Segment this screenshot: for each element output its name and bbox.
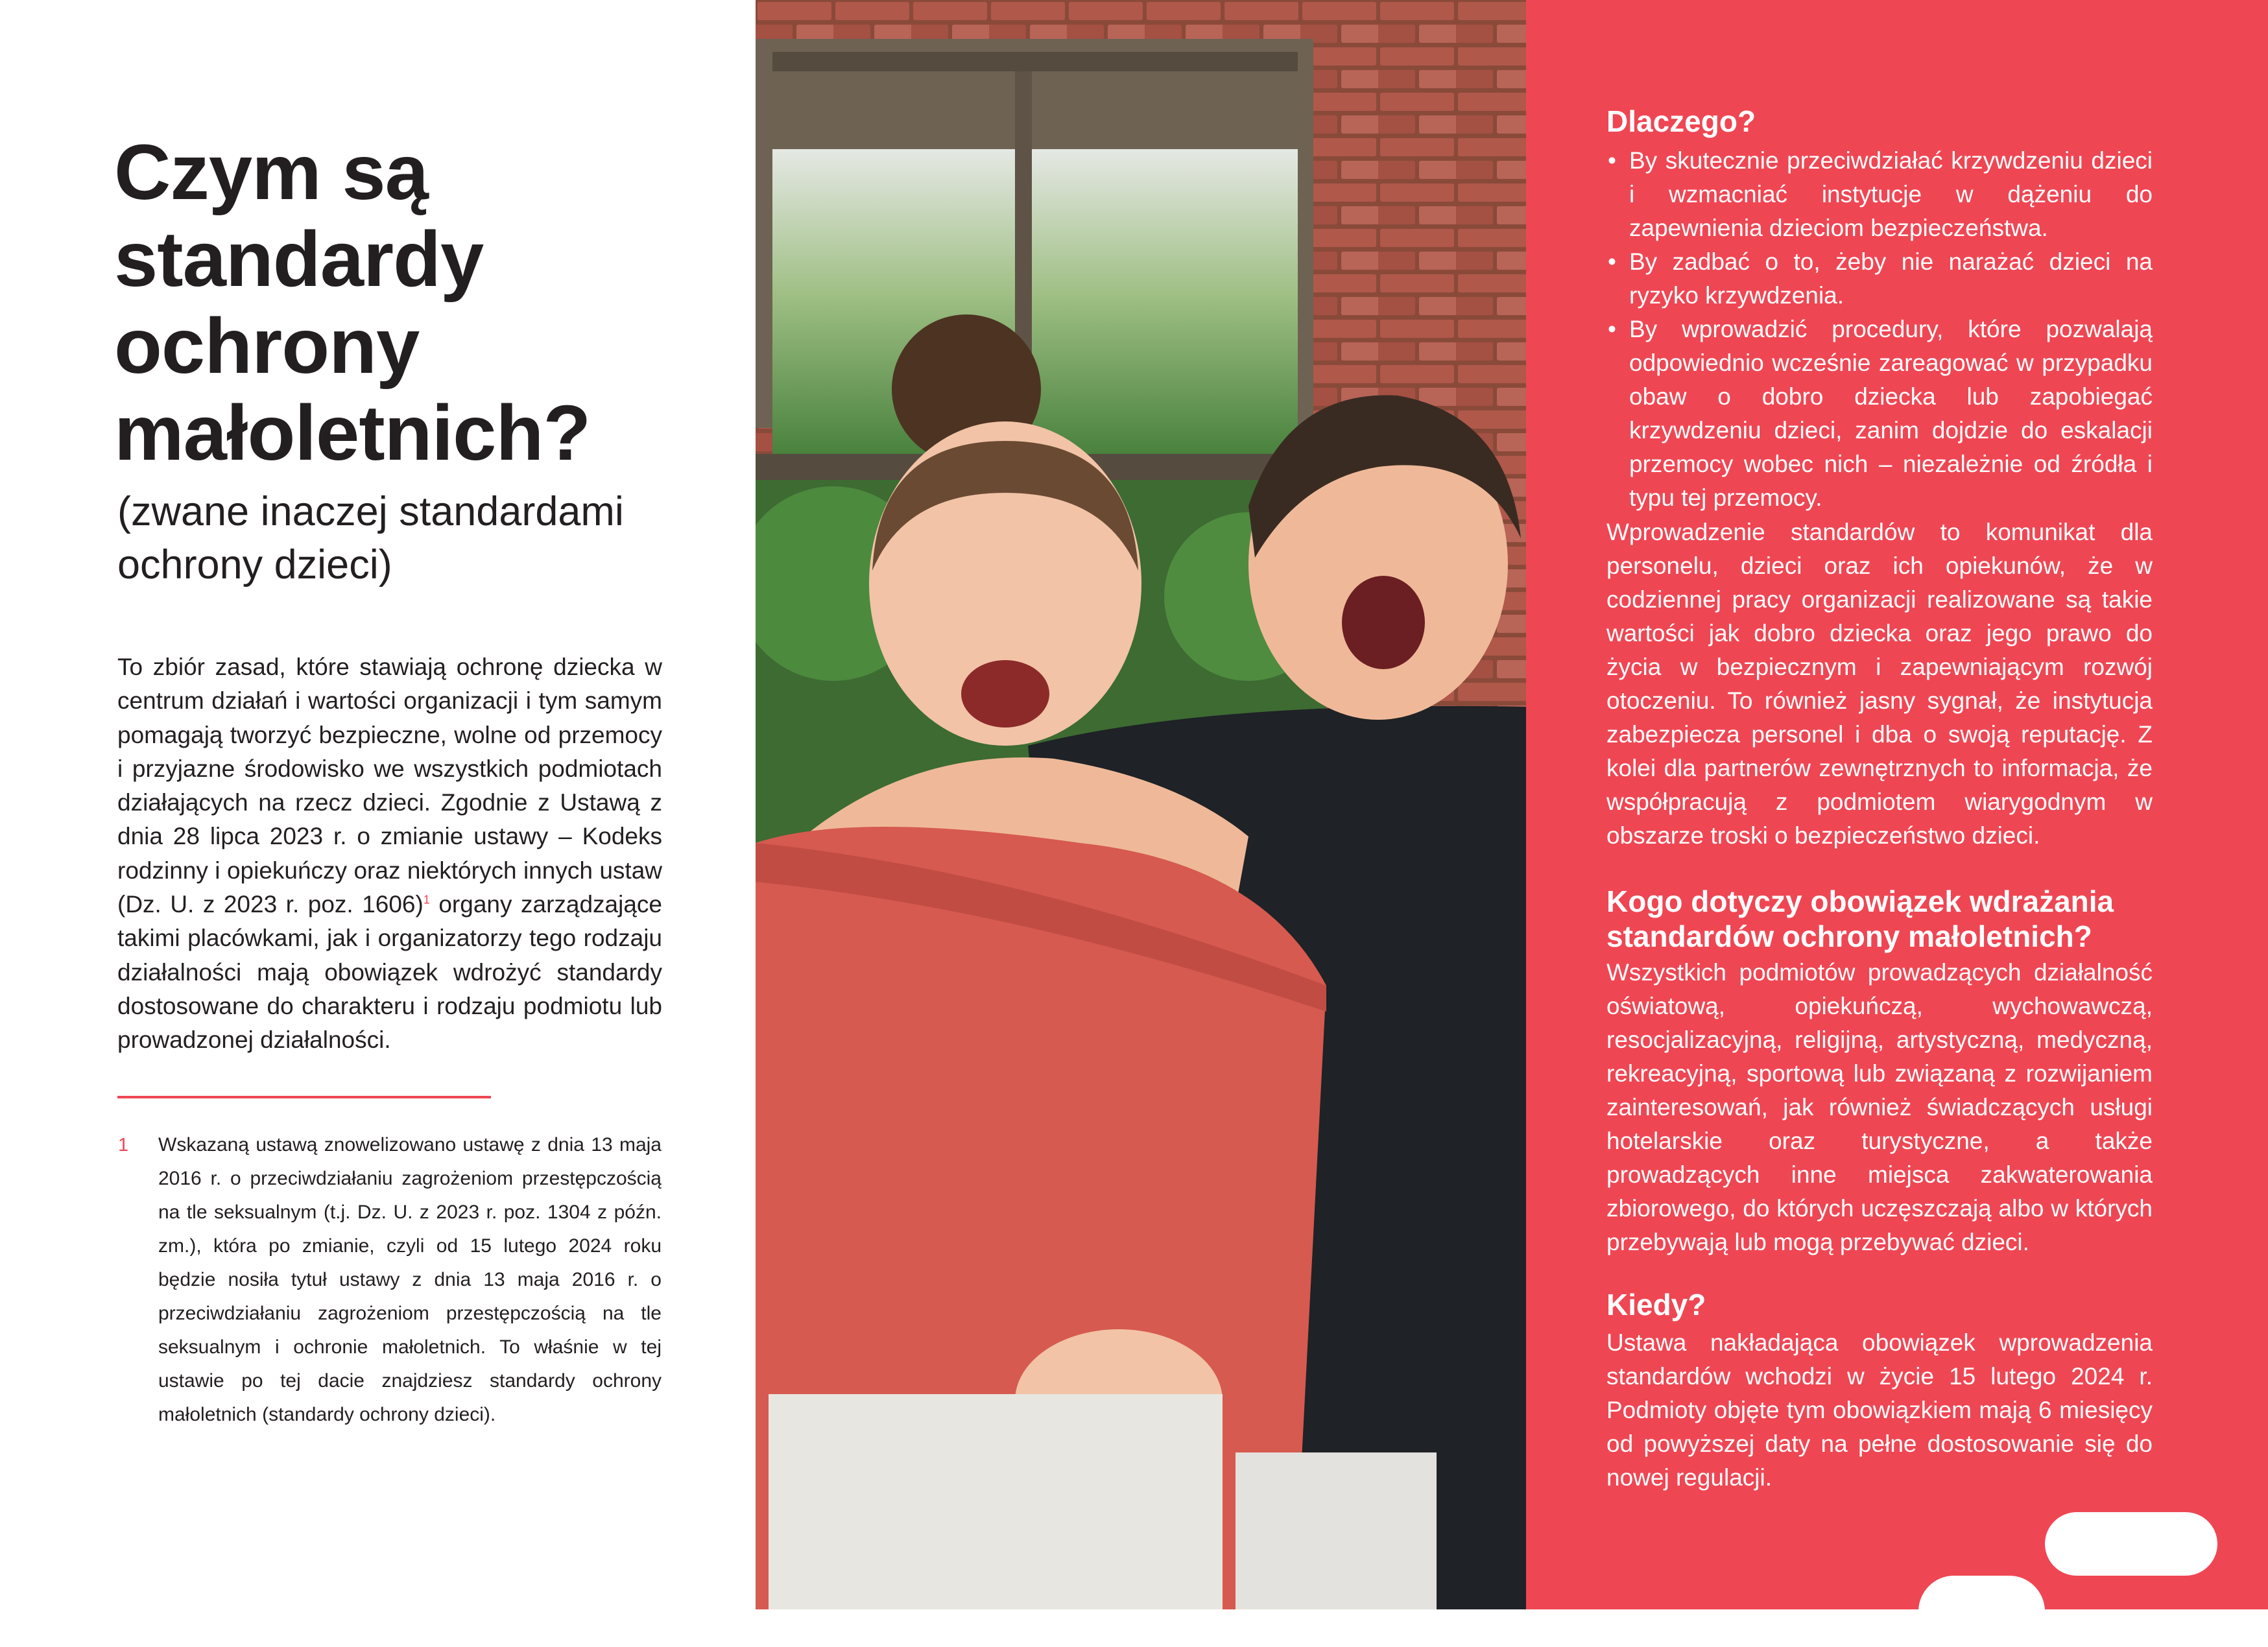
why-heading: Dlaczego?: [1606, 104, 1756, 138]
intro-text-part-1: To zbiór zasad, które stawiają ochronę dziecka w centrum działań i wartości organizacji i tym samym pomagają tworzyć bezpieczne, wolne od przemocy i przyjazne środowisko we wszystkich podmiotach działających na rzecz dzieci. Zgodnie z Ustawą z dnia 28 lipca 2023 r. o zmianie ustawy – Kodeks rodzinny i opiekuńczy oraz niektórych innych ustaw (Dz. U. z 2023 r. poz. 1606): [117, 654, 662, 918]
photo-illustration: [756, 0, 1526, 1609]
decorative-pill-shape-small: [1918, 1576, 2045, 1647]
footnote-reference: 1: [423, 893, 430, 906]
intro-paragraph: [117, 650, 662, 1058]
who-heading: Kogo dotyczy obowiązek wdrażania standardów ochrony małoletnich?: [1606, 884, 2114, 953]
photo-laughing-children: [756, 0, 1526, 1609]
why-bullet-item: • By wprowadzić procedury, które pozwalają odpowiednio wcześnie zareagować w przypadku obaw o dobro dziecka lub zapobiegać krzywdzeniu dzieci, zanim dojdzie do eskalacji przemocy wobec nich – niezależnie od źródła i typu tej przemocy.: [1606, 313, 2153, 515]
page-title: Czym są standardy ochrony małoletnich?: [114, 128, 591, 477]
who-paragraph: Wszystkich podmiotów prowadzących działalność oświatową, opiekuńczą, wychowawczą, resocjalizacyjną, religijną, artystyczną, medyczną, rekreacyjną, sportową lub związaną z rozwijaniem zainteresowań, jak również świadczących usługi hotelarskie oraz turystyczne, a także prowadzących inne miejsca zakwaterowania zbiorowego, do których uczęszczają albo w których przebywają lub mogą przebywać dzieci.: [1606, 959, 2153, 1255]
why-bullet-item: • By zadbać o to, żeby nie narażać dzieci na ryzyko krzywdzenia.: [1606, 245, 2153, 313]
why-bullet-item: • By skutecznie przeciwdziałać krzywdzeniu dzieci i wzmacniać instytucje w dążeniu do zapewnienia dzieciom bezpieczeństwa.: [1606, 144, 2153, 245]
right-column: [1526, 0, 2268, 1609]
why-bullet-list: [1606, 144, 2153, 515]
footnote-divider: [117, 1096, 491, 1098]
why-paragraph: Wprowadzenie standardów to komunikat dla personelu, dzieci oraz ich opiekunów, że w codziennej pracy organizacji realizowane są takie wartości jak dobro dziecka oraz jego prawo do życia w bezpiecznym i zapewniającym rozwój otoczeniu. To również jasny sygnał, że instytucja zabezpiecza personel i dba o swoją reputację. Z kolei dla partnerów zewnętrznych to informacja, że współpracują z podmiotem wiarygodnym w obszarze troski o bezpieczeństwo dzieci.: [1606, 519, 2153, 849]
footnote-text: Wskazaną ustawą znowelizowano ustawę z dnia 13 maja 2016 r. o przeciwdziałaniu zagrożeniom przestępczością na tle seksualnym (t.j. Dz. U. z 2023 r. poz. 1304 z późn. zm.), która po zmianie, czyli od 15 lutego 2024 roku będzie nosiła tytuł ustawy z dnia 13 maja 2016 r. o przeciwdziałaniu zagrożeniom przestępczością na tle seksualnym i ochronie małoletnich. To właśnie w tej ustawie po tej dacie znajdziesz standardy ochrony małoletnich (standardy ochrony dzieci).: [158, 1134, 662, 1425]
decorative-pill-shape: [2045, 1512, 2217, 1576]
left-column: [0, 0, 756, 1609]
footnote-number: 1: [118, 1135, 129, 1155]
when-heading: Kiedy?: [1606, 1288, 1706, 1321]
when-paragraph: Ustawa nakładająca obowiązek wprowadzenia standardów wchodzi w życie 15 lutego 2024 r. Podmioty objęte tym obowiązkiem mają 6 miesięcy od powyższej daty na pełne dostosowanie się do nowej regulacji.: [1606, 1329, 2153, 1491]
intro-text-part-2: organy zarządzające takimi placówkami, jak i organizatorzy tego rodzaju działalności mają obowiązek wdrożyć standardy dostosowane do charakteru i rodzaju podmiotu lub prowadzonej działalności.: [117, 891, 663, 1054]
page-subtitle: (zwane inaczej standardami ochrony dzieci): [117, 489, 624, 587]
